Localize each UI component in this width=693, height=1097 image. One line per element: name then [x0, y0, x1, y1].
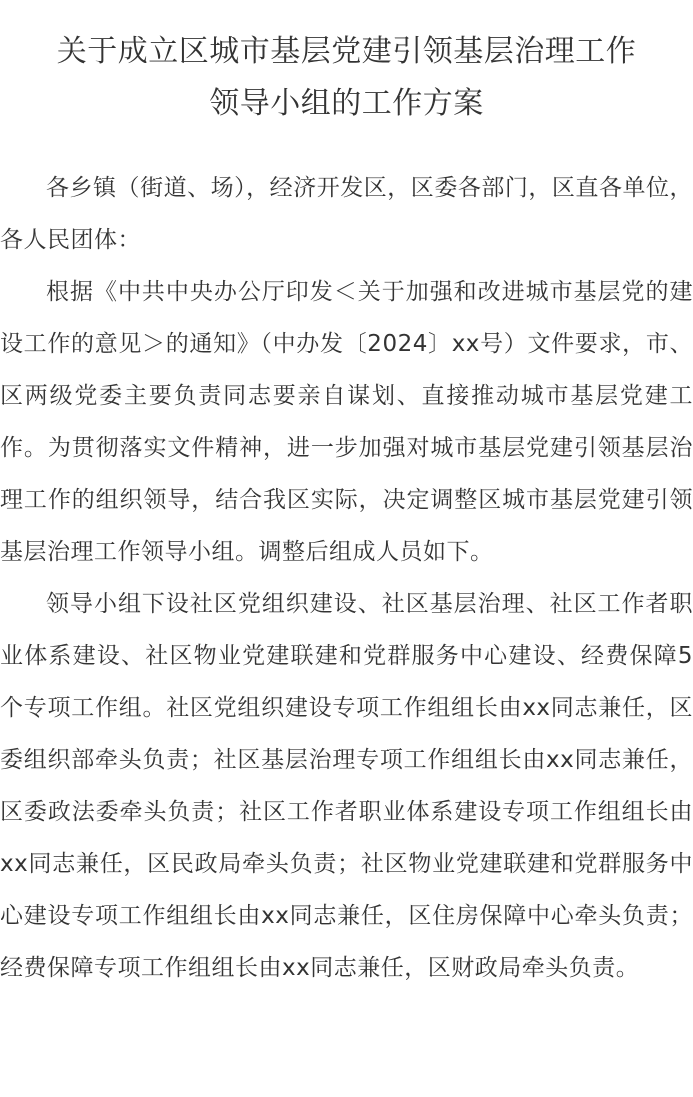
title-line-1: 关于成立区城市基层党建引领基层治理工作 [56, 34, 637, 69]
document-body [0, 162, 693, 994]
salutation: 各乡镇（街道、场），经济开发区，区委各部门，区直各单位，各人民团体： [0, 175, 693, 253]
paragraph-working-groups: 领导小组下设社区党组织建设、社区基层治理、社区工作者职业体系建设、社区物业党建联建和党群服务中心建设、经费保障5个专项工作组。社区党组织建设专项工作组组长由xx同志兼任，区委组织部牵头负责；社区基层治理专项工作组组长由xx同志兼任，区委政法委牵头负责；社区工作者职业体系建设专项工作组组长由xx同志兼任，区民政局牵头负责；社区物业党建联建和党群服务中心建设专项工作组组长由xx同志兼任，区住房保障中心牵头负责；经费保障专项工作组组长由xx同志兼任，区财政局牵头负责。 [0, 591, 693, 981]
title-line-2: 领导小组的工作方案 [209, 86, 484, 121]
paragraph-basis: 根据《中共中央办公厅印发＜关于加强和改进城市基层党的建设工作的意见＞的通知》（中办发〔2024〕xx号）文件要求，市、区两级党委主要负责同志要亲自谋划、直接推动城市基层党建工作。为贯彻落实文件精神，进一步加强对城市基层党建引领基层治理工作的组织领导，结合我区实际，决定调整区城市基层党建引领基层治理工作领导小组。调整后组成人员如下。 [0, 279, 693, 565]
document-title [0, 0, 693, 130]
